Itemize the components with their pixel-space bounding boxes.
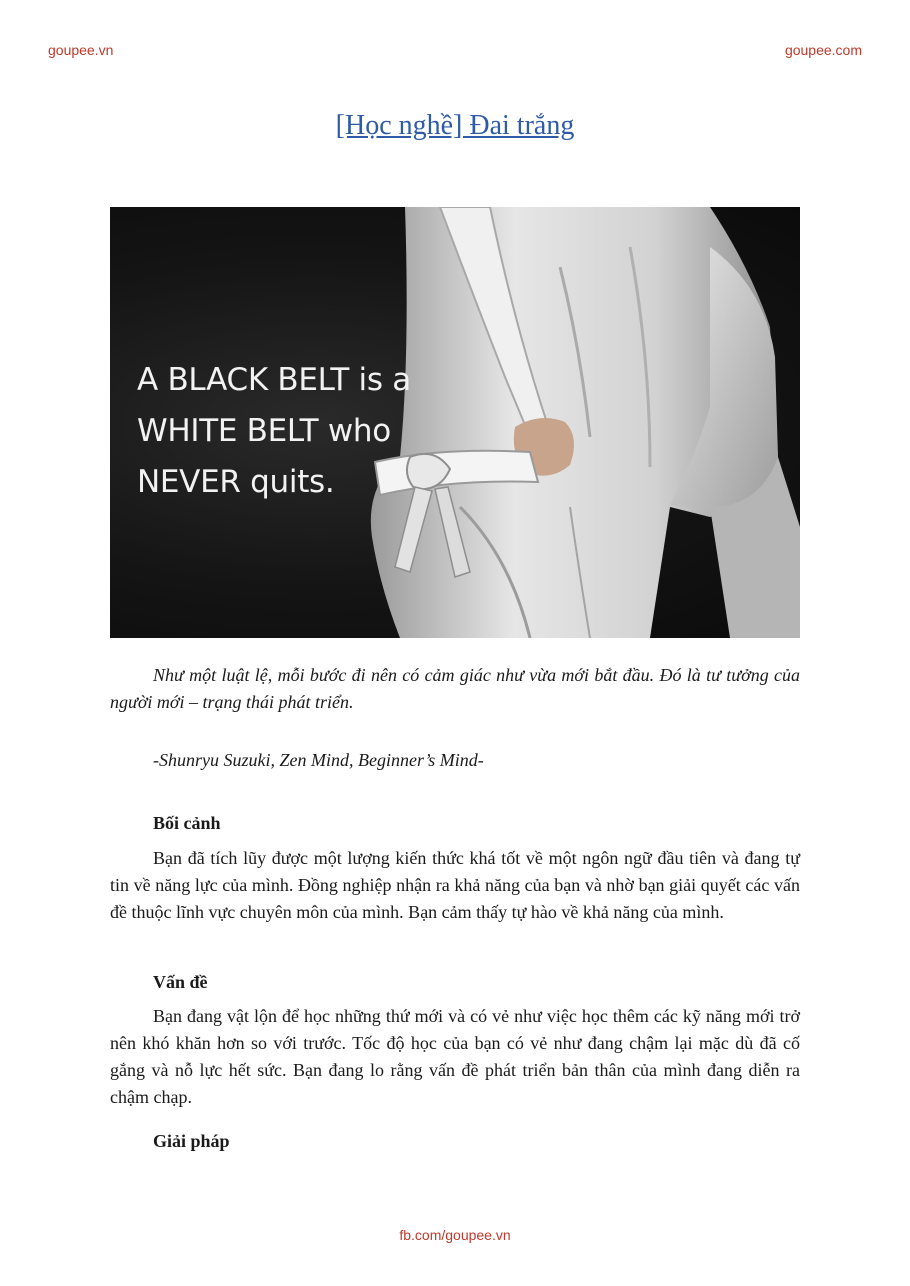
page-title[interactable]: [Học nghề] Đai trắng — [335, 110, 575, 141]
section-heading-problem: Vấn đề — [153, 972, 208, 992]
hero-line: WHITE BELT who — [137, 413, 391, 449]
section-heading-solution: Giải pháp — [153, 1131, 230, 1151]
quote-attribution: -Shunryu Suzuki, Zen Mind, Beginner’s Mind- — [153, 750, 484, 770]
header-site-com[interactable]: goupee.com — [784, 42, 862, 58]
hero-line: A BLACK BELT is a — [137, 362, 411, 398]
header-site-vn[interactable]: goupee.vn — [48, 42, 114, 58]
hero-image — [110, 207, 800, 638]
hero-quote-text — [137, 355, 437, 508]
opening-quote: Như một luật lệ, mỗi bước đi nên có cảm giác như vừa mới bắt đầu. Đó là tư tưởng của người mới – trạng thái phát triển. — [110, 665, 800, 712]
footer-link[interactable]: fb.com/goupee.vn — [399, 1227, 511, 1243]
section-body-problem: Bạn đang vật lộn để học những thứ mới và có vẻ như việc học thêm các kỹ năng mới trở nên khó khăn hơn so với trước. Tốc độ học của bạn có vẻ như đang chậm lại mặc dù đã cố gắng và nỗ lực hết sức. Bạn đang lo rằng vấn đề phát triển bản thân của mình đang diễn ra chậm chạp. — [110, 1006, 800, 1107]
section-heading-context: Bối cảnh — [153, 813, 221, 833]
hero-line: NEVER quits. — [137, 464, 335, 500]
section-body-context: Bạn đã tích lũy được một lượng kiến thức khá tốt về một ngôn ngữ đầu tiên và đang tự tin về năng lực của mình. Đồng nghiệp nhận ra khả năng của bạn và nhờ bạn giải quyết các vấn đề thuộc lĩnh vực chuyên môn của mình. Bạn cảm thấy tự hào về khả năng của mình. — [110, 848, 800, 922]
